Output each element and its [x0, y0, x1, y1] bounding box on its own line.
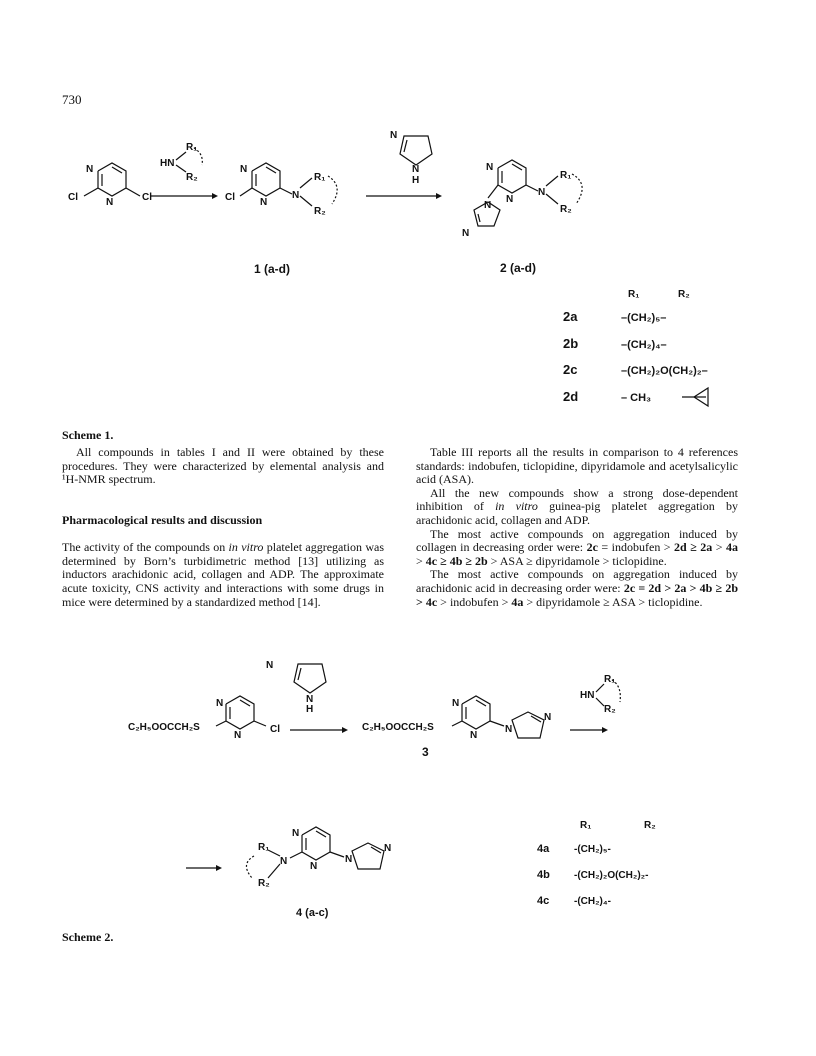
atom-h: H: [306, 704, 314, 715]
atom-n: N: [310, 861, 318, 872]
atom-n: N: [384, 843, 392, 854]
r2-label: R₂: [314, 206, 326, 217]
row-value: –(CH₂)₂O(CH₂)₂–: [621, 365, 708, 377]
atom-n: N: [452, 698, 460, 709]
cyclopropyl-icon: [682, 388, 708, 406]
atom-n: N: [544, 712, 552, 723]
r1-label: R₁: [314, 172, 326, 183]
atom-n: N: [216, 698, 224, 709]
row-value: -(CH₂)₂O(CH₂)₂-: [574, 870, 649, 881]
table-header-r2: R₂: [644, 820, 656, 831]
r1-label: R₁: [604, 674, 616, 685]
atom-n: N: [538, 187, 546, 198]
atom-n: N: [506, 194, 514, 205]
r2-label: R₂: [560, 204, 572, 215]
atom-n: N: [86, 164, 94, 175]
paragraph: All compounds in tables I and II were obtained by these procedures. They were characterized by elemental analysis and ¹H-NMR spectrum.: [62, 445, 384, 487]
intermediate-label: 3: [422, 745, 429, 759]
chloropyrimidine-structure: [216, 696, 266, 729]
r2-label: R₂: [186, 172, 198, 183]
row-id: 4b: [537, 869, 550, 881]
atom-nh: N: [412, 164, 420, 175]
scheme-2-caption: Scheme 2.: [62, 930, 114, 944]
atom-n: N: [260, 197, 268, 208]
amine-hn: HN: [580, 690, 595, 701]
atom-n: N: [390, 130, 398, 141]
table-header-r2: R₂: [678, 289, 690, 300]
arrow-head: [342, 727, 348, 733]
amine-hn: HN: [160, 158, 175, 169]
atom-n: N: [345, 854, 353, 865]
atom-n: N: [292, 190, 300, 201]
imidazole-reagent: [294, 664, 326, 693]
atom-n: N: [240, 164, 248, 175]
product-label: 4 (a-c): [296, 907, 329, 919]
intermediate-formula: C₂H₅OOCCH₂S: [362, 722, 434, 733]
imidazole-reagent: [400, 136, 432, 165]
row-value: – CH₃: [621, 392, 652, 404]
row-id: 2d: [563, 389, 579, 404]
table-header-r1: R₁: [580, 820, 592, 831]
paragraph: Table III reports all the results in comparison to 4 references standards: indobufen, ticlopidine, dipyridamole and acetylsalicylic acid (ASA).: [416, 445, 738, 487]
atom-n: N: [505, 724, 513, 735]
arrow-head: [436, 193, 442, 199]
section-heading: Pharmacological results and discussion: [62, 512, 263, 527]
paragraph: The most active compounds on aggregation induced by collagen in decreasing order were: 2c = indobufen > 2d ≥ 2a > 4a > 4c ≥ 4b ≥ 2b > ASA ≥ dipyridamole > ticlopidine.: [416, 526, 738, 568]
row-value: -(CH₂)₅-: [574, 844, 611, 855]
atom-cl: Cl: [142, 192, 152, 203]
scheme-1-figure: [0, 0, 816, 420]
r1-label: R₁: [186, 142, 198, 153]
compound-1-label: 1 (a-d): [254, 262, 290, 276]
r1-label: R₁: [258, 842, 270, 853]
atom-n: N: [234, 730, 242, 741]
atom-cl: Cl: [270, 724, 280, 735]
atom-n: N: [470, 730, 478, 741]
right-column: [416, 446, 738, 609]
scheme-1-caption: Scheme 1.: [62, 428, 114, 442]
row-value: –(CH₂)₄–: [621, 339, 667, 351]
atom-n: N: [462, 228, 470, 239]
atom-n: N: [486, 162, 494, 173]
row-id: 4a: [537, 843, 550, 855]
compound-2-label: 2 (a-d): [500, 261, 536, 275]
r2-label: R₂: [258, 878, 270, 889]
atom-cl: Cl: [225, 192, 235, 203]
row-id: 4c: [537, 895, 550, 907]
r2-label: R₂: [604, 704, 616, 715]
paragraph: The most active compounds on aggregation induced by arachidonic acid in decreasing order were: 2c = 2d > 2a > 4b ≥ 2b > 4c > indobufen > 4a > dipyridamole ≥ ASA > ticlopidine.: [416, 567, 738, 609]
atom-h: H: [412, 175, 420, 186]
arrow-head: [216, 865, 222, 871]
page-number: 730: [62, 92, 82, 107]
row-id: 2b: [563, 336, 579, 351]
table-header-r1: R₁: [628, 289, 640, 300]
start-material-formula: C₂H₅OOCCH₂S: [128, 722, 200, 733]
atom-n: N: [280, 856, 288, 867]
row-id: 2a: [563, 309, 578, 324]
row-value: –(CH₂)₅–: [621, 312, 667, 324]
paragraph: The activity of the compounds on in vitro platelet aggregation was determined by Born’s turbidimetric method [13] utilizing as inductors arachidonic acid, collagen and ADP. The approximate acute toxicity, CNS activity and interactions with some drugs in mice were determined by a standardized method [14].: [62, 540, 384, 609]
atom-cl: Cl: [68, 192, 78, 203]
paragraph: All the new compounds show a strong dose-dependent inhibition of in vitro guinea-pig platelet aggregation by arachidonic acid, collagen and ADP.: [416, 485, 738, 527]
atom-n: N: [484, 200, 492, 211]
arrow-head: [212, 193, 218, 199]
compound-1-structure: [240, 163, 337, 206]
atom-n: N: [266, 660, 274, 671]
row-value: -(CH₂)₄-: [574, 896, 611, 907]
scheme-2-figure: [0, 650, 816, 950]
r1-label: R₁: [560, 170, 572, 181]
compound-3-structure: [452, 696, 544, 738]
atom-nh: N: [306, 694, 314, 705]
atom-n: N: [106, 197, 114, 208]
arrow-head: [602, 727, 608, 733]
atom-n: N: [292, 828, 300, 839]
left-column: [62, 446, 384, 609]
row-id: 2c: [563, 362, 578, 377]
